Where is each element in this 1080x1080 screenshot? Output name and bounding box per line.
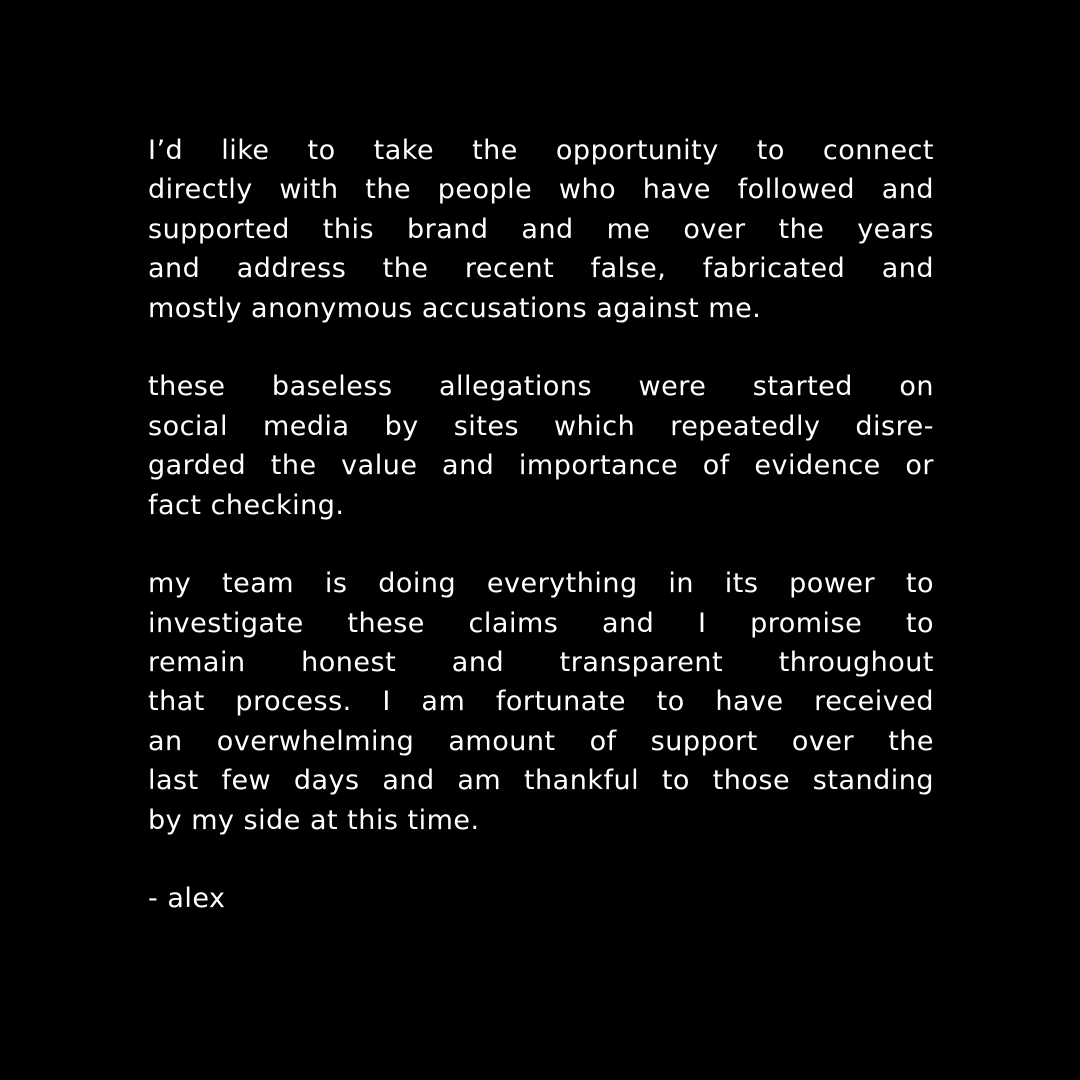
statement-text-block (148, 131, 934, 919)
paragraph-spacer (148, 525, 934, 564)
text-line: remain honest and transparent throughout (148, 647, 934, 679)
text-line: mostly anonymous accusations against me. (148, 292, 762, 324)
text-line: supported this brand and me over the years (148, 213, 934, 245)
paragraph-1 (148, 131, 934, 328)
text-line: an overwhelming amount of support over the (148, 725, 934, 757)
text-line: my team is doing everything in its power to (148, 568, 934, 600)
signature: - alex (148, 883, 226, 915)
text-line: I’d like to take the opportunity to connect (148, 135, 934, 166)
text-line: fact checking. (148, 489, 345, 521)
text-line: these baseless allegations were started on (148, 371, 934, 403)
text-line: directly with the people who have followed and (148, 174, 934, 206)
paragraph-spacer (148, 840, 934, 879)
text-line: last few days and am thankful to those standing (148, 765, 934, 797)
text-line: by my side at this time. (148, 804, 480, 836)
text-line: investigate these claims and I promise to (148, 607, 934, 639)
paragraph-2 (148, 367, 934, 525)
paragraph-spacer (148, 328, 934, 367)
text-line: garded the value and importance of evidence or (148, 450, 934, 482)
text-line: social media by sites which repeatedly disre- (148, 410, 934, 442)
text-line: and address the recent false, fabricated and (148, 253, 934, 285)
text-line: that process. I am fortunate to have received (148, 686, 934, 718)
paragraph-3 (148, 564, 934, 840)
